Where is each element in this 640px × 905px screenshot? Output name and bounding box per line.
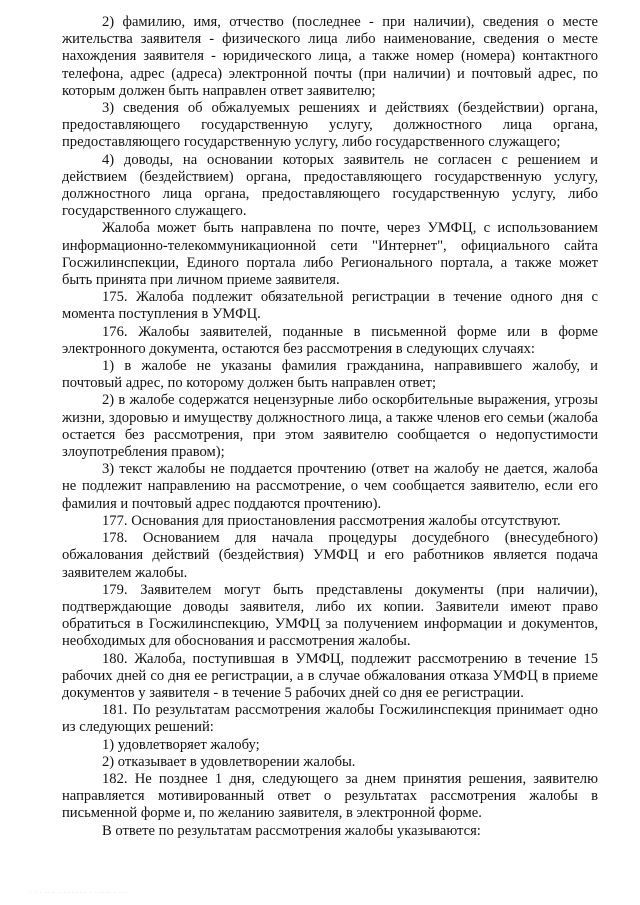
paragraph-item-3-appealed-decisions: 3) сведения об обжалуемых решениях и действиях (бездействии) органа, предоставляющего государственную услугу, должностного лица органа, предоставляющего государственную услугу, либо государственного служащего; xyxy=(62,100,598,151)
paragraph-181-option-1: 1) удовлетворяет жалобу; xyxy=(102,736,260,753)
scan-artifact-marks: · · · ···· ··········· · ······ · ···· xyxy=(30,890,130,896)
paragraph-179-documents: 179. Заявителем могут быть представлены документы (при наличии), подтверждающие доводы заявителя, либо их копии. Заявители имеют право обратиться в Госжилинспекцию, УМФЦ за получением информации и документов, необходимых для обоснования и рассмотрения жалобы. xyxy=(62,581,598,650)
document-page xyxy=(62,14,598,840)
paragraph-response-contents: В ответе по результатам рассмотрения жалобы указываются: xyxy=(102,822,481,839)
paragraph-item-2-contact-details: 2) фамилию, имя, отчество (последнее - при наличии), сведения о месте жительства заявителя - физического лица либо наименование, сведения о месте нахождения заявителя - юридического лица, а также номер (номера) контактного телефона, адрес (адреса) электронной почты (при наличии) и почтовый адрес, по которым должен быть направлен ответ заявителю; xyxy=(62,14,598,99)
paragraph-181-decisions: 181. По результатам рассмотрения жалобы Госжилинспекция принимает одно из следующих решений: xyxy=(62,702,598,736)
paragraph-176-without-review: 176. Жалобы заявителей, поданные в письменной форме или в форме электронного документа, остаются без рассмотрения в следующих случаях: xyxy=(62,323,598,357)
paragraph-175-registration: 175. Жалоба подлежит обязательной регистрации в течение одного дня с момента поступления в УМФЦ. xyxy=(62,289,598,323)
paragraph-submission-channels: Жалоба может быть направлена по почте, через УМФЦ, с использованием информационно-телекоммуникационной сети "Интернет", официального сайта Госжилинспекции, Единого портала либо Регионального портала, а также может быть принята при личном приеме заявителя. xyxy=(62,220,598,289)
paragraph-176-case-2: 2) в жалобе содержатся нецензурные либо оскорбительные выражения, угрозы жизни, здоровью и имуществу должностного лица, а также членов его семьи (жалоба остается без рассмотрения, при этом заявителю сообщается о недопустимости злоупотребления правом); xyxy=(62,392,598,461)
paragraph-182-response: 182. Не позднее 1 дня, следующего за днем принятия решения, заявителю направляется мотивированный ответ о результатах рассмотрения жалобы в письменной форме и, по желанию заявителя, в электронной форме. xyxy=(62,770,598,822)
paragraph-176-case-3: 3) текст жалобы не поддается прочтению (ответ на жалобу не дается, жалоба не подлежит направлению на рассмотрение, о чем сообщается заявителю, если его фамилия и почтовый адрес поддаются прочтению). xyxy=(62,461,598,512)
paragraph-176-case-1: 1) в жалобе не указаны фамилия гражданина, направившего жалобу, и почтовый адрес, по которому должен быть направлен ответ; xyxy=(62,358,598,392)
paragraph-178-grounds: 178. Основанием для начала процедуры досудебного (внесудебного) обжалования действий (бездействия) УМФЦ и его работников является подача заявителем жалобы. xyxy=(62,530,598,581)
paragraph-180-review-period: 180. Жалоба, поступившая в УМФЦ, подлежит рассмотрению в течение 15 рабочих дней со дня ее регистрации, а в случае обжалования отказа УМФЦ в приеме документов у заявителя - в течение 5 рабочих дней со дня ее регистрации. xyxy=(62,650,598,701)
paragraph-item-4-arguments: 4) доводы, на основании которых заявитель не согласен с решением и действием (бездействием) органа, предоставляющего государственную услугу, должностного лица органа, предоставляющего государственную услугу, либо государственного служащего. xyxy=(62,151,598,220)
paragraph-181-option-2: 2) отказывает в удовлетворении жалобы. xyxy=(102,753,356,770)
paragraph-177-suspension: 177. Основания для приостановления рассмотрения жалобы отсутствуют. xyxy=(102,512,561,529)
